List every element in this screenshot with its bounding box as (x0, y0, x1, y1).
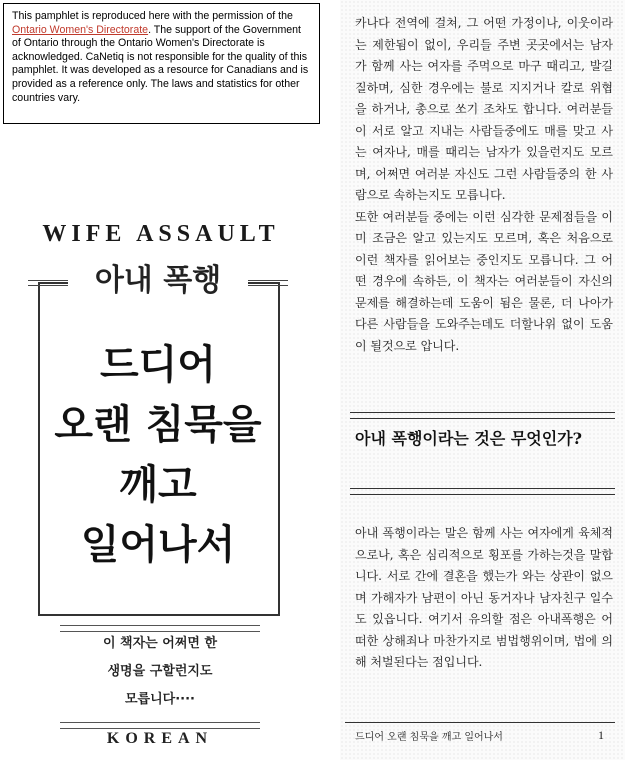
cover-subtext (60, 630, 260, 714)
notice-text-end: . The support of the Government of Ontario through the Ontario Women's Directorate is acknowledged. CaNetiq is not responsible for the quality of this pamphlet. It was developed as a resource for Canadians and is provided as a reference only. The laws and statistics for other countries vary. (12, 23, 309, 104)
definition-paragraph: 아내 폭행이라는 말은 함께 사는 여자에게 육체적으로나, 혹은 심리적으로 횡포를 가하는것을 말합니다. 서로 간에 결혼을 했는가 와는 상관이 없으며 가해자가 남편이 아닌 동거자나 남자친구 일수도 있읍니다. 여기서 유의할 점은 아내폭행은 어떠한 상해죄나 마찬가지로 범법행위이며, 법에 의해 처벌된다는 점입니다. (355, 526, 613, 669)
section-rule-bottom (350, 488, 615, 495)
cover-headline (38, 335, 278, 575)
korean-title: 아내 폭행 (68, 261, 248, 301)
notice-text-start: This pamphlet is reproduced here with the permission of the (12, 10, 293, 22)
intro-paragraphs (355, 13, 613, 357)
subtext-line-2: 생명을 구할런지도 (107, 664, 213, 679)
headline-line-3: 깨고 (119, 462, 197, 508)
section-title: 아내 폭행이라는 것은 무엇인가? (355, 429, 583, 448)
subtext-line-1: 이 책자는 어쩌면 한 (102, 636, 218, 651)
permission-notice (3, 3, 320, 124)
running-footer: 드디어 오랜 침묵을 깨고 일어나서 (355, 732, 503, 743)
ontario-womens-directorate-link[interactable]: Ontario Women's Directorate (12, 23, 149, 36)
section-rule-top (350, 412, 615, 419)
title-rule-left (28, 280, 68, 286)
intro-paragraph-2: 또한 여러분들 중에는 이런 심각한 문제점들을 이미 조금은 알고 있는지도 모르며, 혹은 처음으로 이런 책자를 읽어보는 중인지도 모릅니다. 그 어떤 경우에 속하든, 이 책자는 여러분들이 자신의 문제를 해결하는데 도움이 됨은 물론, 더 나아가 다른 사람들을 도와주는데도 더할나위 없이 도움이 될것으로 압니다. (355, 209, 613, 353)
pamphlet-cover (0, 125, 320, 760)
english-title: WIFE ASSAULT (42, 221, 280, 247)
language-label: KOREAN (106, 730, 214, 747)
intro-paragraph-1: 카나다 전역에 걸쳐, 그 어떤 가정이나, 이웃이라는 제한됨이 없이, 우리들 주변 곳곳에서는 남자가 함께 사는 여자를 주먹으로 마구 때리고, 발길질하며, 심한 경우에는 불로 지지거나 칼로 위협을 하거나, 총으로 쏘기 조차도 합니다. 여러분들이 서로 알고 지내는 사람들중에도 매를 맞고 사는 여자나, 매를 때리는 남자가 있을런지도 모르며, 어쩌면 여러분 자신도 그런 사람들중의 한 사람으로 속하는지도 모릅니다. (355, 16, 613, 202)
subtext-rule-bottom (60, 722, 260, 729)
subtext-line-3: 모릅니다···· (125, 692, 195, 707)
page-number: 1 (598, 728, 604, 742)
headline-line-2: 오랜 침묵을 (54, 402, 262, 448)
footer-rule (345, 722, 615, 723)
title-rule-right (248, 280, 288, 286)
headline-line-4: 일어나서 (80, 522, 236, 568)
headline-line-1: 드디어 (100, 342, 216, 388)
